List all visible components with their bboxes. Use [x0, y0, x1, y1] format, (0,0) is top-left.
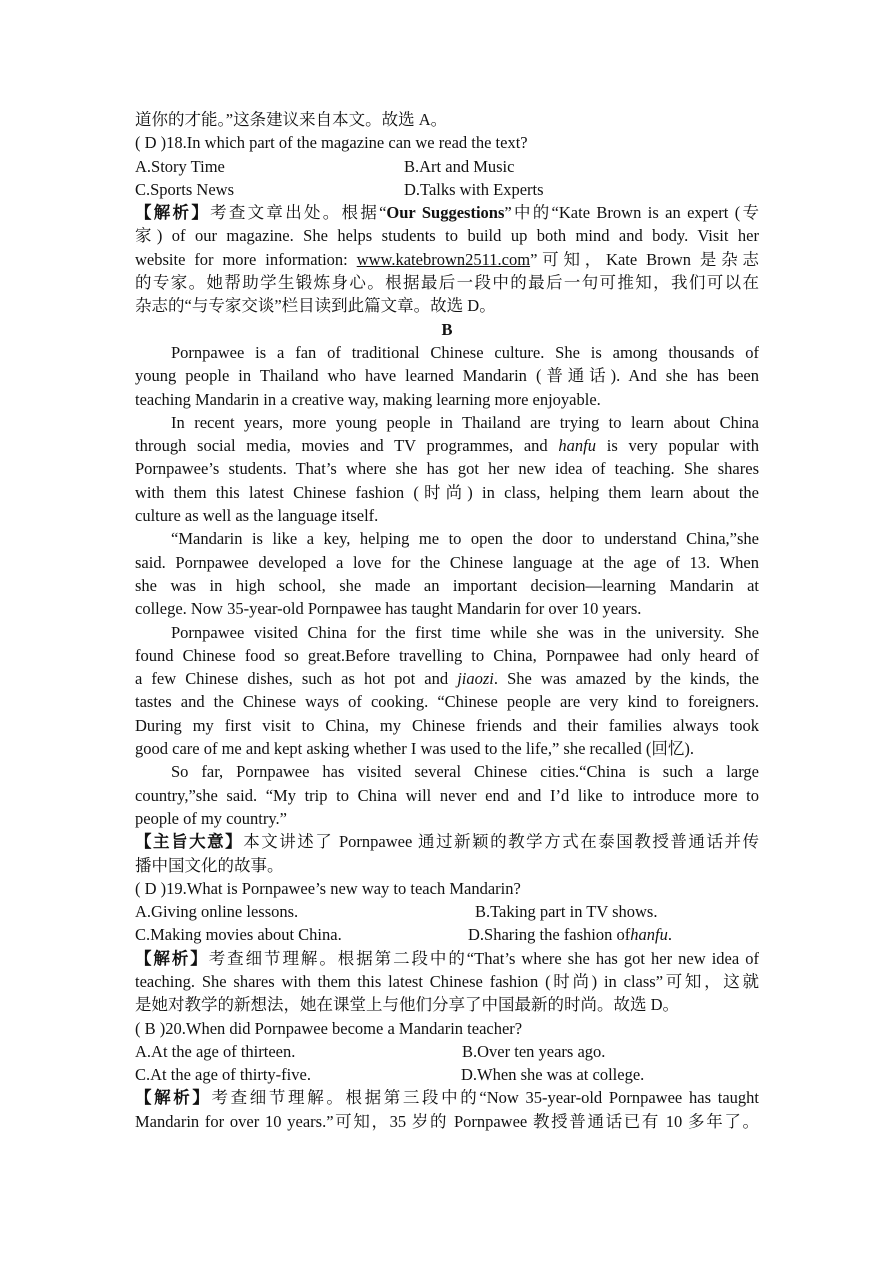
passage-text: a few Chinese dishes, such as hot pot and: [135, 669, 458, 689]
passage-p3-line-1: “Mandarin is like a key, helping me to open the door to understand China,”she: [171, 529, 759, 549]
option-c: C.Making movies about China.: [135, 925, 342, 945]
main-idea-line-2: 播中国文化的故事。: [135, 855, 284, 875]
option-a: A.Giving online lessons.: [135, 902, 299, 922]
analysis-text: ”可知，Kate Brown 是杂志: [530, 249, 760, 269]
passage-p4-line-5: During my first visit to China, my Chinese friends and their families always took: [135, 715, 759, 735]
passage-p2-line-5: culture as well as the language itself.: [135, 506, 379, 526]
question-20-options-row-1: [135, 1040, 759, 1063]
passage-p2-line-4: with them this latest Chinese fashion (时尚) in class, helping them learn about the: [135, 482, 759, 502]
main-idea-tag: 【主旨大意】: [135, 832, 244, 852]
analysis-tag: 【解析】: [135, 948, 209, 968]
option-b: B.Over ten years ago.: [462, 1041, 606, 1061]
analysis-18-line-5: 杂志的“与专家交谈”栏目读到此篇文章。故选 D。: [135, 296, 496, 316]
analysis-20-line-1: [135, 1086, 759, 1109]
analysis-18-line-2: 家) of our magazine. She helps students to build up both mind and body. Visit her: [135, 226, 759, 246]
passage-text: through social media, movies and TV programmes, and: [135, 436, 559, 456]
italic-term: jiaozi: [457, 669, 494, 689]
question-19-options-row-2: [135, 923, 759, 946]
option-a: A.Story Time: [135, 156, 225, 176]
option-b: B.Art and Music: [404, 156, 515, 176]
passage-p4-line-4: tastes and the Chinese ways of cooking. “Chinese people are very kind to foreigners.: [135, 692, 759, 712]
passage-text: . She was amazed by the kinds, the: [493, 669, 760, 689]
analysis-text: 考查细节理解。根据第三段中的“Now 35-year-old Pornpawee has taught: [211, 1088, 759, 1108]
option-b: B.Taking part in TV shows.: [475, 902, 658, 922]
passage-p4-line-1: Pornpawee visited China for the first time while she was in the university. She: [171, 622, 759, 642]
italic-term: hanfu: [630, 925, 668, 945]
main-idea-line-1: [135, 830, 759, 853]
passage-p2-line-3: Pornpawee’s students. That’s where she has got her new idea of teaching. She shares: [135, 459, 759, 479]
analysis-18-line-3: [135, 248, 759, 271]
answer-17-tail: 道你的才能。”这条建议来自本文。故选 A。: [135, 110, 448, 129]
passage-p3-line-3: she was in high school, she made an important decision—learning Mandarin at: [135, 575, 759, 595]
passage-p1-line-3: teaching Mandarin in a creative way, making learning more enjoyable.: [135, 389, 601, 409]
analysis-text: ”中的“Kate Brown is an expert (专: [504, 203, 760, 223]
passage-text: is very popular with: [596, 436, 759, 456]
passage-p3-line-4: college. Now 35-year-old Pornpawee has taught Mandarin for over 10 years.: [135, 599, 642, 619]
question-19-options-row-1: [135, 900, 759, 923]
bold-heading-ref: Our Suggestions: [386, 203, 505, 223]
passage-p1-line-2: young people in Thailand who have learned Mandarin (普通话). And she has been: [135, 366, 759, 386]
passage-p4-line-2: found Chinese food so great.Before travelling to China, Pornpawee had only heard of: [135, 645, 759, 665]
passage-p2-line-1: In recent years, more young people in Thailand are trying to learn about China: [171, 412, 759, 432]
passage-p5-line-1: So far, Pornpawee has visited several Chinese cities.“China is such a large: [171, 762, 759, 782]
italic-term: hanfu: [558, 436, 597, 456]
passage-p5-line-3: people of my country.”: [135, 808, 287, 828]
option-d-text: .: [667, 925, 672, 945]
option-d: [468, 923, 672, 946]
analysis-text: 考查文章出处。根据“: [210, 203, 387, 223]
question-18-options-row-2: [135, 178, 759, 201]
option-d-text: D.Sharing the fashion of: [468, 925, 631, 945]
section-heading: B: [441, 319, 453, 339]
website-link: www.katebrown2511.com: [356, 249, 531, 269]
analysis-18-line-1: [135, 201, 759, 224]
analysis-19-line-1: [135, 947, 759, 970]
passage-p1-line-1: Pornpawee is a fan of traditional Chinese culture. She is among thousands of: [171, 342, 759, 362]
passage-p5-line-2: country,”she said. “My trip to China will never end and I’d like to introduce more to: [135, 785, 759, 805]
analysis-text: website for more information:: [135, 249, 357, 269]
option-c: C.Sports News: [135, 179, 235, 199]
analysis-18-line-4: 的专家。她帮助学生锻炼身心。根据最后一段中的最后一句可推知，我们可以在: [135, 273, 759, 293]
question-19: ( D )19.What is Pornpawee’s new way to teach Mandarin?: [135, 878, 521, 898]
question-18-options-row-1: [135, 155, 759, 178]
document-page: [135, 108, 759, 1133]
passage-p3-line-2: said. Pornpawee developed a love for the Chinese language at the age of 13. When: [135, 552, 759, 572]
passage-p4-line-6: good care of me and kept asking whether I was used to the life,” she recalled (回忆).: [135, 739, 694, 759]
analysis-tag: 【解析】: [135, 1088, 212, 1108]
main-idea-text: 本文讲述了 Pornpawee 通过新颖的教学方式在泰国教授普通话并传: [243, 832, 760, 852]
analysis-19-line-2: teaching. She shares with them this latest Chinese fashion (时尚) in class”可知，这就: [135, 971, 759, 991]
question-20: ( B )20.When did Pornpawee become a Mandarin teacher?: [135, 1018, 523, 1038]
analysis-text: 考查细节理解。根据第二段中的“That’s where she has got her new idea of: [208, 948, 759, 968]
passage-p2-line-2: [135, 434, 759, 457]
question-20-options-row-2: [135, 1063, 759, 1086]
analysis-20-line-2: Mandarin for over 10 years.”可知，35 岁的 Pornpawee 教授普通话已有 10 多年了。: [135, 1111, 759, 1131]
question-18: ( D )18.In which part of the magazine can we read the text?: [135, 133, 528, 153]
option-c: C.At the age of thirty-five.: [135, 1065, 311, 1085]
analysis-19-line-3: 是她对教学的新想法，她在课堂上与他们分享了中国最新的时尚。故选 D。: [135, 995, 680, 1015]
option-d: D.Talks with Experts: [404, 179, 544, 199]
option-d: D.When she was at college.: [461, 1065, 645, 1085]
option-a: A.At the age of thirteen.: [135, 1041, 296, 1061]
passage-p4-line-3: [135, 667, 759, 690]
analysis-tag: 【解析】: [135, 203, 211, 223]
